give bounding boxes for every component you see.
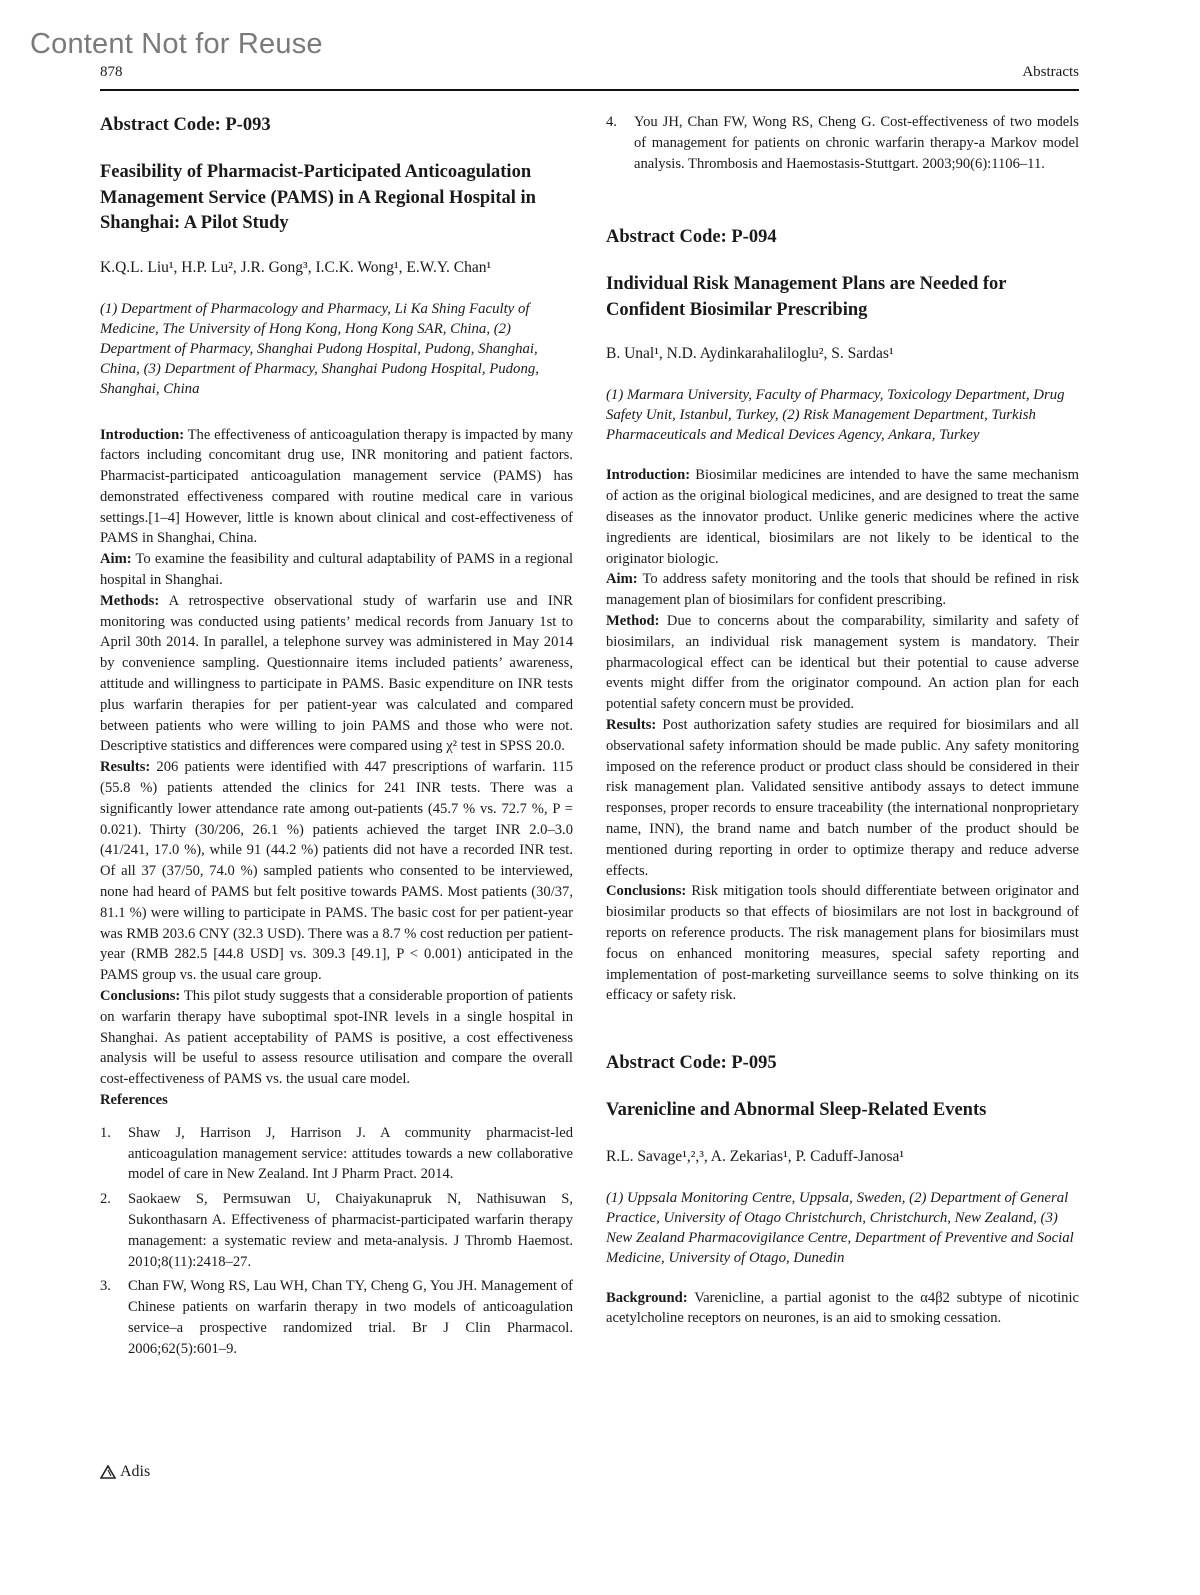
results-text: 206 patients were identified with 447 prescriptions of warfarin. 115 (55.8 %) patients attended the clinics for 241 INR tests. There was a significantly lower attendance rate among out-patients (45.7 % vs. 72.7 %, P = 0.021). Thirty (30/206, 26.1 %) patients achieved the target INR 2.0–3.0 (41/241, 17.0 %), while 91 (44.2 %) patients did not have a recorded INR test. Of all 37 (37/50, 74.0 %) sampled patients who consented to be interviewed, none had heard of PAMS but felt positive towards PAMS. Most patients (30/37, 81.1 %) were willing to participate in PAMS. The basic cost for per patient-year was RMB 203.6 CNY (32.3 USD). There was a 8.7 % cost reduction per patient-year (RMB 282.5 [44.8 USD] vs. 309.3 [49.1], P < 0.001) anticipated in the PAMS group vs. the usual care group. <box>100 759 573 984</box>
abstract-body-p095 <box>606 1288 1079 1330</box>
abstract-body-p094 <box>606 465 1079 1006</box>
introduction-paragraph <box>606 465 1079 569</box>
conclusions-paragraph <box>606 881 1079 1006</box>
conclusions-text: This pilot study suggests that a considerable proportion of patients on warfarin therapy have suboptimal spot-INR levels in a single hospital in Shanghai. As patient acceptability of PAMS is positive, a cost effectiveness analysis will be useful to assess resource utilisation and compare the overall cost-effectiveness of PAMS vs. the usual care model. <box>100 988 573 1088</box>
affiliations-p093: (1) Department of Pharmacology and Pharmacy, Li Ka Shing Faculty of Medicine, The University of Hong Kong, Hong Kong SAR, China, (2) Department of Pharmacy, Shanghai Pudong Hospital, Pudong, Shanghai, China, (3) Department of Pharmacy, Shanghai Pudong Hospital, Pudong, Shanghai, China <box>100 300 539 397</box>
methods-paragraph <box>100 591 573 757</box>
background-paragraph <box>606 1288 1079 1330</box>
aim-label: Aim: <box>100 551 132 568</box>
abstract-title-p093: Feasibility of Pharmacist-Participated Anticoagulation Management Service (PAMS) in A Regional Hospital in Shanghai: A Pilot Study <box>100 162 536 233</box>
reference-number: 2. <box>100 1191 111 1208</box>
conclusions-text: Risk mitigation tools should differentiate between originator and biosimilar products so that effects of biosimilars are not lost in background of reports on reference products. The risk management plans for biosimilars must focus on enhanced monitoring measures, special safety reporting and implementation of post-marketing surveillance seems to solve thinking on its efficacy or safety risk. <box>606 883 1079 1004</box>
aim-paragraph <box>100 549 573 591</box>
references-heading: References <box>100 1092 168 1108</box>
reference-item <box>606 112 1079 174</box>
aim-label: Aim: <box>606 571 638 588</box>
abstract-title-p095: Varenicline and Abnormal Sleep-Related Events <box>606 1100 987 1121</box>
abstract-body-p093 <box>100 425 573 1111</box>
introduction-paragraph <box>100 425 573 550</box>
right-column <box>606 112 1079 1329</box>
reference-number: 4. <box>606 114 617 130</box>
header-rule <box>100 89 1079 91</box>
methods-text: A retrospective observational study of warfarin use and INR monitoring was conducted using patients’ medical records from January 1st to April 30th 2014. In parallel, a telephone survey was administered in May 2014 by convenience sampling. Questionnaire items included patients’ awareness, attitude and willingness to participate in PAMS. Basic expenditure on INR tests plus warfarin therapies for per patient-year was calculated and compared between patients who were willing to join PAMS and those who were not. Descriptive statistics and differences were compared using χ² test in SPSS 20.0. <box>100 592 573 755</box>
publisher-name: Adis <box>120 1463 151 1480</box>
footer-publisher <box>100 1463 150 1481</box>
affiliations-p094: (1) Marmara University, Faculty of Pharmacy, Toxicology Department, Drug Safety Unit, Istanbul, Turkey, (2) Risk Management Department, Turkish Pharmaceuticals and Medical Devices Agency, Ankara, Turkey <box>606 387 1065 444</box>
reference-item <box>100 1123 573 1185</box>
authors-p094: B. Unal¹, N.D. Aydinkarahaliloglu², S. Sardas¹ <box>606 345 894 363</box>
introduction-text: The effectiveness of anticoagulation therapy is impacted by many factors including concomitant drug use, INR monitoring and patient factors. Pharmacist-participated anticoagulation management service (PAMS) has demonstrated effectiveness compared with routine medical care in various settings.[1–4] However, little is known about clinical and cost-effectiveness of PAMS in Shanghai, China. <box>100 426 573 547</box>
background-label: Background: <box>606 1289 688 1306</box>
results-label: Results: <box>100 759 151 776</box>
results-paragraph <box>100 757 573 986</box>
results-label: Results: <box>606 716 657 733</box>
abstract-title-p094: Individual Risk Management Plans are Needed for Confident Biosimilar Prescribing <box>606 274 1007 320</box>
background-text: Varenicline, a partial agonist to the α4β2 subtype of nicotinic acetylcholine receptors on neurones, is an aid to smoking cessation. <box>606 1289 1079 1327</box>
reference-number: 1. <box>100 1124 111 1141</box>
affiliations-p095: (1) Uppsala Monitoring Centre, Uppsala, Sweden, (2) Department of General Practice, University of Otago Christchurch, Christchurch, New Zealand, (3) New Zealand Pharmacovigilance Centre, Department of Preventive and Social Medicine, University of Otago, Dunedin <box>606 1189 1074 1266</box>
conclusions-label: Conclusions: <box>100 988 181 1005</box>
reference-number: 3. <box>100 1278 111 1295</box>
running-title: Abstracts <box>1022 64 1079 80</box>
reference-text: You JH, Chan FW, Wong RS, Cheng G. Cost-effectiveness of two models of management for patients on chronic warfarin therapy-a Markov model analysis. Thrombosis and Haemostasis-Stuttgart. 2003;90(6):1106–11. <box>634 114 1079 172</box>
method-label: Method: <box>606 612 660 629</box>
left-column <box>100 112 573 1364</box>
conclusions-paragraph <box>100 986 573 1090</box>
authors-p093: K.Q.L. Liu¹, H.P. Lu², J.R. Gong³, I.C.K. Wong¹, E.W.Y. Chan¹ <box>100 258 492 276</box>
reference-text: Saokaew S, Permsuwan U, Chaiyakunapruk N, Nathisuwan S, Sukonthasarn A. Effectiveness of pharmacist-participated warfarin therapy management: a systematic review and meta-analysis. J Thromb Haemost. 2010;8(11):2418–27. <box>128 1191 573 1270</box>
aim-paragraph <box>606 569 1079 611</box>
introduction-label: Introduction: <box>100 426 185 443</box>
results-paragraph <box>606 715 1079 881</box>
aim-text: To examine the feasibility and cultural adaptability of PAMS in a regional hospital in Shanghai. <box>100 551 573 589</box>
abstract-code-p093: Abstract Code: P-093 <box>100 115 271 135</box>
authors-p095: R.L. Savage¹,²,³, A. Zekarias¹, P. Caduff-Janosa¹ <box>606 1147 905 1165</box>
reference-text: Shaw J, Harrison J, Harrison J. A community pharmacist-led anticoagulation management service: attitudes towards a new collaborative model of care in New Zealand. Int J Pharm Pract. 2014. <box>128 1124 573 1183</box>
abstract-code-p094: Abstract Code: P-094 <box>606 227 777 248</box>
methods-label: Methods: <box>100 592 160 609</box>
results-text: Post authorization safety studies are required for biosimilars and all observational safety information should be made public. Any safety monitoring imposed on the reference product or product class should be considered in their risk management plan. Validated sensitive antibody assays to detect immune responses, proper records to ensure traceability (the international nonproprietary name, INN), the brand name and batch number of the product should be mentioned during reporting in order to optimize therapy and reduce adverse effects. <box>606 716 1079 879</box>
method-text: Due to concerns about the comparability, similarity and safety of biosimilars, an individual risk management system is mandatory. Their pharmacological effect can be identical but their potential to cause adverse events might differ from the originator compound. An action plan for each potential safety concern must be provided. <box>606 612 1079 713</box>
introduction-label: Introduction: <box>606 467 691 484</box>
aim-text: To address safety monitoring and the tools that should be refined in risk management plan of biosimilars for confident prescribing. <box>606 571 1079 609</box>
reference-item <box>100 1276 573 1359</box>
watermark: Content Not for Reuse <box>30 28 323 60</box>
references-list <box>100 1123 573 1360</box>
abstract-code-p095: Abstract Code: P-095 <box>606 1053 777 1074</box>
introduction-text: Biosimilar medicines are intended to have the same mechanism of action as the original biological medicines, and are designed to treat the same diseases as the innovator product. Unlike generic medicines where the active ingredients are identical, biosimilars are not likely to be identical to the originator biologic. <box>606 467 1079 567</box>
conclusions-label: Conclusions: <box>606 883 687 900</box>
reference-item <box>100 1189 573 1272</box>
references-list-continued <box>606 112 1079 174</box>
page-number: 878 <box>100 64 123 80</box>
adis-triangle-icon <box>100 1465 116 1479</box>
method-paragraph <box>606 611 1079 715</box>
reference-text: Chan FW, Wong RS, Lau WH, Chan TY, Cheng G, You JH. Management of Chinese patients on warfarin therapy in two models of anticoagulation service–a prospective randomized trial. Br J Clin Pharmacol. 2006;62(5):601–9. <box>128 1278 573 1357</box>
